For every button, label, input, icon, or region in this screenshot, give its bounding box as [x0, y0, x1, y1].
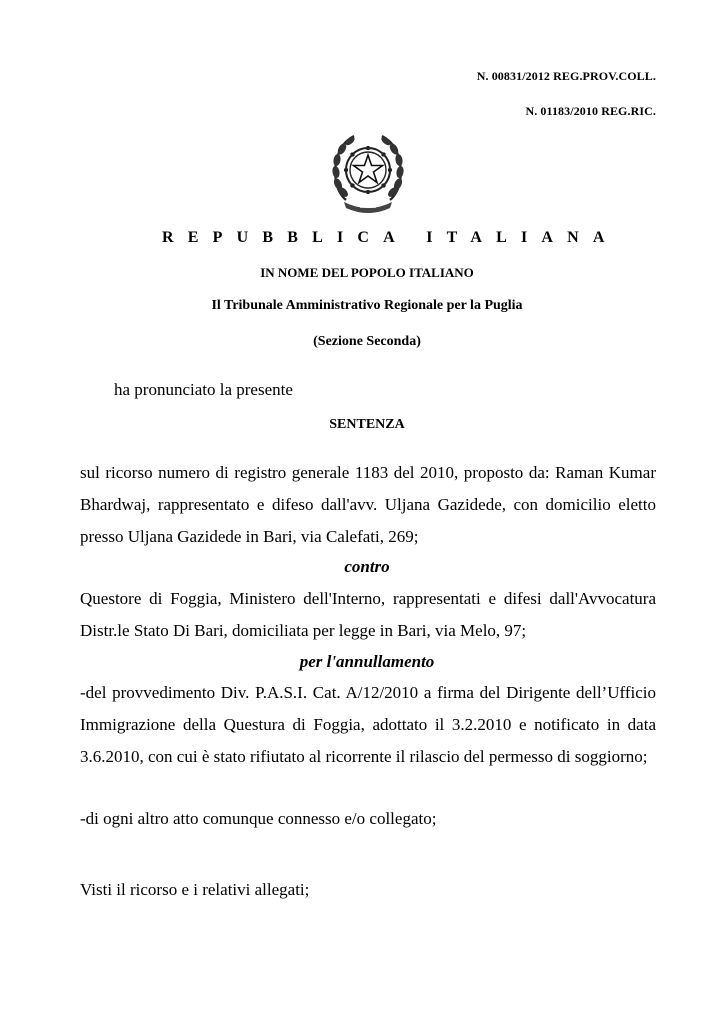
italian-republic-emblem-icon — [330, 128, 406, 216]
contro-paragraph: Questore di Foggia, Ministero dell'Interno, rappresentati e difesi dall'Avvocatura Distr.le Stato Di Bari, domiciliata per legge in Bari, via Melo, 97; — [80, 589, 656, 640]
tribunal-heading: Il Tribunale Amministrativo Regionale per la Puglia — [211, 298, 523, 313]
visti-paragraph: Visti il ricorso e i relativi allegati; — [80, 880, 310, 899]
reg-prov-coll-number: N. 00831/2012 REG.PROV.COLL. — [476, 69, 656, 83]
ricorso-paragraph: sul ricorso numero di registro generale 1183 del 2010, proposto da: Raman Kumar Bhardwaj, rappresentato e difeso dall'avv. Uljana Gazidede, con domicilio eletto presso Uljana Gazidede in Bari, via Calefati, 269; — [80, 463, 656, 546]
people-heading: IN NOME DEL POPOLO ITALIANO — [260, 265, 474, 280]
sentenza-heading: SENTENZA — [329, 417, 405, 432]
section-heading: (Sezione Seconda) — [313, 334, 421, 349]
republic-heading: REPUBBLICA ITALIANA — [162, 229, 619, 246]
contro-heading: contro — [344, 557, 390, 576]
other-acts-paragraph: -di ogni altro atto comunque connesso e/o collegato; — [80, 809, 437, 828]
annullamento-paragraph: -del provvedimento Div. P.A.S.I. Cat. A/12/2010 a firma del Dirigente dell’Ufficio Immigrazione della Questura di Foggia, adottato il 3.2.2010 e notificato in data 3.6.2010, con cui è stato rifiutato al ricorrente il rilascio del permesso di soggiorno; — [80, 683, 656, 766]
reg-ric-number: N. 01183/2010 REG.RIC. — [525, 104, 656, 118]
pronounced-line: ha pronunciato la presente — [114, 380, 293, 399]
annullamento-heading: per l'annullamento — [299, 652, 435, 671]
